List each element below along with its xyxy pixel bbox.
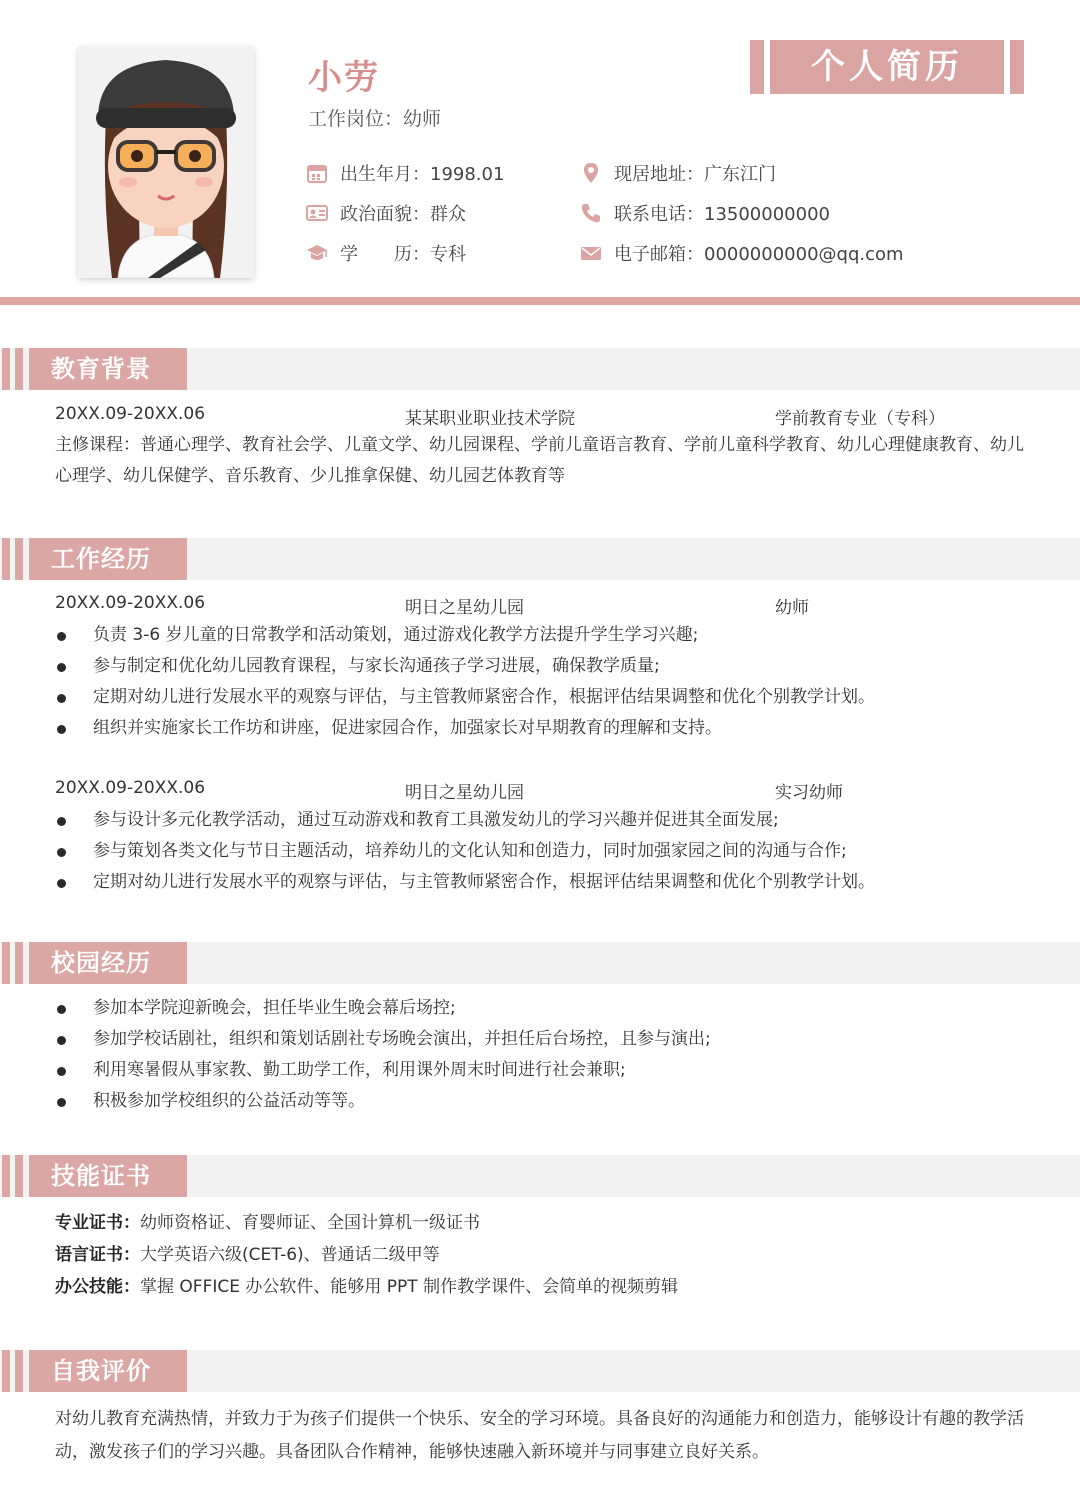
job-role: 实习幼师	[775, 783, 843, 803]
job-row-1	[55, 593, 1025, 617]
education-row	[55, 404, 1025, 428]
skill-value: 幼师资格证、育婴师证、全国计算机一级证书	[140, 1213, 480, 1233]
skills-list	[55, 1207, 1025, 1303]
skill-item	[55, 1207, 1025, 1239]
list-item: 参加学校话剧社，组织和策划话剧社专场晚会演出，并担任后台场控，且参与演出;	[55, 1024, 1035, 1055]
section-stripe	[15, 1155, 23, 1197]
list-item: 参与设计多元化教学活动，通过互动游戏和教育工具激发幼儿的学习兴趣并促进其全面发展;	[55, 805, 1035, 836]
resume-title-banner	[750, 40, 1024, 94]
education-school: 某某职业职业技术学院	[405, 409, 575, 429]
banner-bar-left	[750, 40, 764, 94]
graduation-cap-icon	[306, 242, 328, 264]
section-header-skills	[0, 1155, 1080, 1197]
section-title-education: 教育背景	[29, 348, 187, 390]
section-header-campus	[0, 942, 1080, 984]
header-divider	[0, 297, 1080, 305]
info-phone	[580, 199, 830, 227]
list-item: 定期对幼儿进行发展水平的观察与评估，与主管教师紧密合作，根据评估结果调整和优化个别教学计划。	[55, 867, 1035, 898]
section-stripe	[15, 942, 23, 984]
list-item: 参与策划各类文化与节日主题活动，培养幼儿的文化认知和创造力，同时加强家园之间的沟通与合作;	[55, 836, 1035, 867]
resume-title: 个人简历	[770, 40, 1004, 94]
political-text: 政治面貌：群众	[340, 204, 466, 225]
section-header-work	[0, 538, 1080, 580]
banner-bar-right	[1010, 40, 1024, 94]
info-birth	[306, 159, 504, 187]
education-courses: 主修课程：普通心理学、教育社会学、儿童文学、幼儿园课程、学前儿童语言教育、学前儿童科学教育、幼儿心理健康教育、幼儿心理学、幼儿保健学、音乐教育、少儿推拿保健、幼儿园艺体教育等	[55, 435, 1024, 486]
avatar-illustration	[78, 46, 254, 278]
skill-value: 掌握 OFFICE 办公软件、能够用 PPT 制作教学课件、会简单的视频剪辑	[140, 1277, 679, 1297]
mail-icon	[580, 242, 602, 264]
job-2-duties	[55, 805, 1035, 898]
skill-label: 办公技能：	[55, 1277, 140, 1297]
section-header-self	[0, 1350, 1080, 1392]
education-major: 学前教育专业（专科）	[775, 409, 945, 429]
list-item: 参加本学院迎新晚会，担任毕业生晚会幕后场控;	[55, 993, 1035, 1024]
info-political	[306, 199, 466, 227]
phone-text: 联系电话：13500000000	[614, 204, 830, 225]
section-stripe	[15, 348, 23, 390]
job-role: 幼师	[775, 598, 809, 618]
list-item: 利用寒暑假从事家教、勤工助学工作，利用课外周末时间进行社会兼职;	[55, 1055, 1035, 1086]
skill-item	[55, 1271, 1025, 1303]
section-title-skills: 技能证书	[29, 1155, 187, 1197]
info-email	[580, 239, 904, 267]
skill-label: 专业证书：	[55, 1213, 140, 1233]
list-item: 组织并实施家长工作坊和讲座，促进家园合作，加强家长对早期教育的理解和支持。	[55, 713, 1035, 744]
self-evaluation-text: 对幼儿教育充满热情，并致力于为孩子们提供一个快乐、安全的学习环境。具备良好的沟通能力和创造力，能够设计有趣的教学活动，激发孩子们的学习兴趣。具备团队合作精神，能够快速融入新环境并与同事建立良好关系。	[55, 1409, 1024, 1462]
section-title-self: 自我评价	[29, 1350, 187, 1392]
campus-list	[55, 993, 1035, 1117]
list-item: 定期对幼儿进行发展水平的观察与评估，与主管教师紧密合作，根据评估结果调整和优化个别教学计划。	[55, 682, 1035, 713]
calendar-icon	[306, 162, 328, 184]
email-text: 电子邮箱：0000000000@qq.com	[614, 244, 904, 265]
id-card-icon	[306, 202, 328, 224]
job-row-2	[55, 778, 1025, 802]
section-title-campus: 校园经历	[29, 942, 187, 984]
skill-value: 大学英语六级(CET-6)、普通话二级甲等	[140, 1245, 440, 1265]
section-title-work: 工作经历	[29, 538, 187, 580]
section-stripe	[2, 348, 10, 390]
skill-item	[55, 1239, 1025, 1271]
section-stripe	[2, 538, 10, 580]
candidate-name: 小劳	[308, 58, 380, 98]
job-period: 20XX.09-20XX.06	[55, 593, 206, 613]
section-stripe	[15, 538, 23, 580]
list-item: 积极参加学校组织的公益活动等等。	[55, 1086, 1035, 1117]
phone-icon	[580, 202, 602, 224]
list-item: 负责 3-6 岁儿童的日常教学和活动策划，通过游戏化教学方法提升学生学习兴趣;	[55, 620, 1035, 651]
job-org: 明日之星幼儿园	[405, 783, 524, 803]
job-period: 20XX.09-20XX.06	[55, 778, 206, 798]
section-stripe	[15, 1350, 23, 1392]
job-1-duties	[55, 620, 1035, 744]
info-education	[306, 239, 466, 267]
skill-label: 语言证书：	[55, 1245, 140, 1265]
section-header-education	[0, 348, 1080, 390]
section-stripe	[2, 942, 10, 984]
job-position: 工作岗位：幼师	[308, 108, 442, 130]
location-pin-icon	[580, 162, 602, 184]
education-period: 20XX.09-20XX.06	[55, 404, 206, 424]
education-text: 学 历：专科	[340, 244, 466, 265]
birth-text: 出生年月：1998.01	[340, 164, 505, 185]
section-stripe	[2, 1155, 10, 1197]
info-address	[580, 159, 776, 187]
job-org: 明日之星幼儿园	[405, 598, 524, 618]
address-text: 现居地址：广东江门	[614, 164, 776, 185]
profile-photo	[78, 46, 254, 278]
list-item: 参与制定和优化幼儿园教育课程，与家长沟通孩子学习进展，确保教学质量;	[55, 651, 1035, 682]
section-stripe	[2, 1350, 10, 1392]
